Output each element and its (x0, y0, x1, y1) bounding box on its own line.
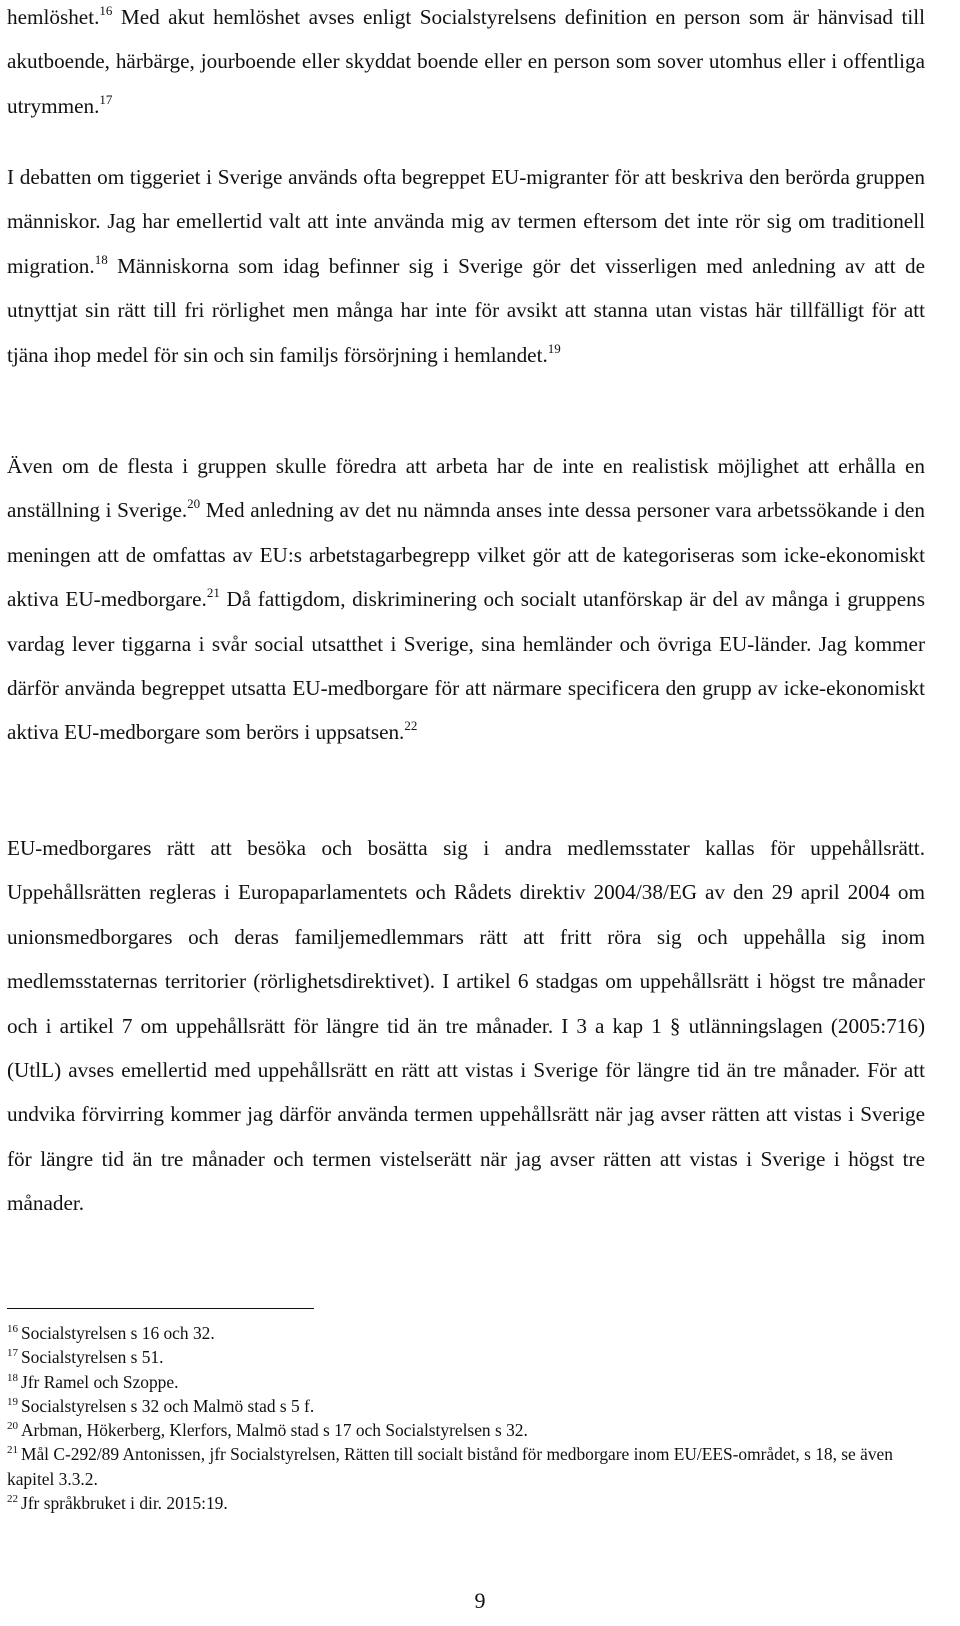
paragraph-text: Människorna som idag befinner sig i Sverige gör det visserligen med anledning av att de utnyttjat sin rätt till fri rörlighet men många har inte för avsikt att stanna utan vistas här tillfälligt för att tjäna ihop medel för sin och sin familjs försörjning i hemlandet. (7, 253, 925, 367)
footnote-number: 18 (7, 1371, 18, 1384)
footnote-18 (7, 1370, 925, 1394)
footnote-ref: 16 (99, 3, 113, 18)
footnote-text: Socialstyrelsen s 32 och Malmö stad s 5 f. (21, 1395, 315, 1416)
paragraph-text: hemlöshet. (7, 5, 100, 29)
footnotes (7, 1321, 925, 1515)
footnote-ref: 21 (206, 585, 220, 601)
body-paragraph-3 (7, 444, 925, 755)
page-number: 9 (474, 1588, 486, 1613)
footnote-ref: 17 (99, 91, 113, 107)
footnote-number: 22 (7, 1493, 18, 1506)
footnote-ref: 19 (547, 340, 561, 356)
footnote-text: Arbman, Hökerberg, Klerfors, Malmö stad s 17 och Socialstyrelsen s 32. (21, 1420, 528, 1441)
body-paragraph-4 (7, 826, 925, 1226)
footnote-ref: 18 (94, 251, 108, 267)
footnote-number: 20 (7, 1420, 18, 1433)
body-paragraph-1 (7, 0, 925, 128)
footnote-ref: 22 (404, 718, 418, 734)
footnote-number: 21 (7, 1444, 18, 1457)
footnote-22 (7, 1491, 925, 1515)
footnote-17 (7, 1345, 925, 1369)
footnote-19 (7, 1394, 925, 1418)
footnote-number: 16 (7, 1323, 18, 1335)
footnote-ref: 20 (187, 496, 201, 512)
paragraph-text: I debatten om tiggeriet i Sverige används ofta begreppet EU-migranter för att beskriva den berörda gruppen människor. Jag har emellertid valt att inte använda mig av termen eftersom det inte rör sig om traditionell migration. (7, 165, 925, 278)
footnote-text: Jfr Ramel och Szoppe. (21, 1371, 179, 1392)
body-paragraph-2 (7, 155, 925, 377)
footnote-21 (7, 1442, 925, 1491)
footnote-separator (7, 1308, 314, 1309)
footnote-20 (7, 1418, 925, 1442)
paragraph-text: Med akut hemlöshet avses enligt Socialstyrelsens definition en person som är hänvisad till akutboende, härbärge, jourboende eller skyddat boende eller en person som sover utomhus eller i offentliga utrymmen. (7, 5, 925, 118)
paragraph-text: Med anledning av det nu nämnda anses inte dessa personer vara arbetssökande i den meningen att de omfattas av EU:s arbetstagarbegrepp vilket gör att de kategoriseras som icke-ekonomiskt aktiva EU-medborgare. (7, 498, 925, 612)
paragraph-text: Då fattigdom, diskriminering och socialt utanförskap är del av många i gruppens vardag lever tiggarna i svår social utsatthet i Sverige, sina hemländer och övriga EU-länder. Jag kommer därför använda begreppet utsatta EU-medborgare för att närmare specificera den grupp av icke-ekonomiskt aktiva EU-medborgare som berörs i uppsatsen. (7, 587, 925, 745)
footnote-text: Jfr språkbruket i dir. 2015:19. (21, 1493, 228, 1514)
footnote-number: 17 (7, 1347, 18, 1360)
paragraph-text: EU-medborgares rätt att besöka och bosätta sig i andra medlemsstater kallas för uppehållsrätt. Uppehållsrätten regleras i Europaparlamentets och Rådets direktiv 2004/38/EG av den 29 april 2004 om unionsmedborgares och deras familjemedlemmars rätt att fritt röra sig och uppehålla sig inom medlemsstaternas territorier (rörlighetsdirektivet). I artikel 6 stadgas om uppehållsrätt i högst tre månader och i artikel 7 om uppehållsrätt för längre tid än tre månader. I 3 a kap 1 § utlänningslagen (2005:716) (UtlL) avses emellertid med uppehållsrätt en rätt att vistas i Sverige för längre tid än tre månader. För att undvika förvirring kommer jag därför använda termen uppehållsrätt när jag avser rätten att vistas i Sverige för längre tid än tre månader och termen vistelserätt när jag avser rätten att vistas i Sverige i högst tre månader. (7, 836, 925, 1216)
paragraph-text: Även om de flesta i gruppen skulle föredra att arbeta har de inte en realistisk möjlighet att erhålla en anställning i Sverige. (7, 454, 925, 523)
footnote-16 (7, 1321, 925, 1345)
footnote-number: 19 (7, 1395, 18, 1408)
footnote-text: Mål C-292/89 Antonissen, jfr Socialstyrelsen, Rätten till socialt bistånd för medborgare inom EU/EES-området, s 18, se även kapitel 3.3.2. (7, 1444, 893, 1489)
footnote-text: Socialstyrelsen s 16 och 32. (21, 1323, 215, 1343)
footnote-text: Socialstyrelsen s 51. (21, 1347, 164, 1368)
